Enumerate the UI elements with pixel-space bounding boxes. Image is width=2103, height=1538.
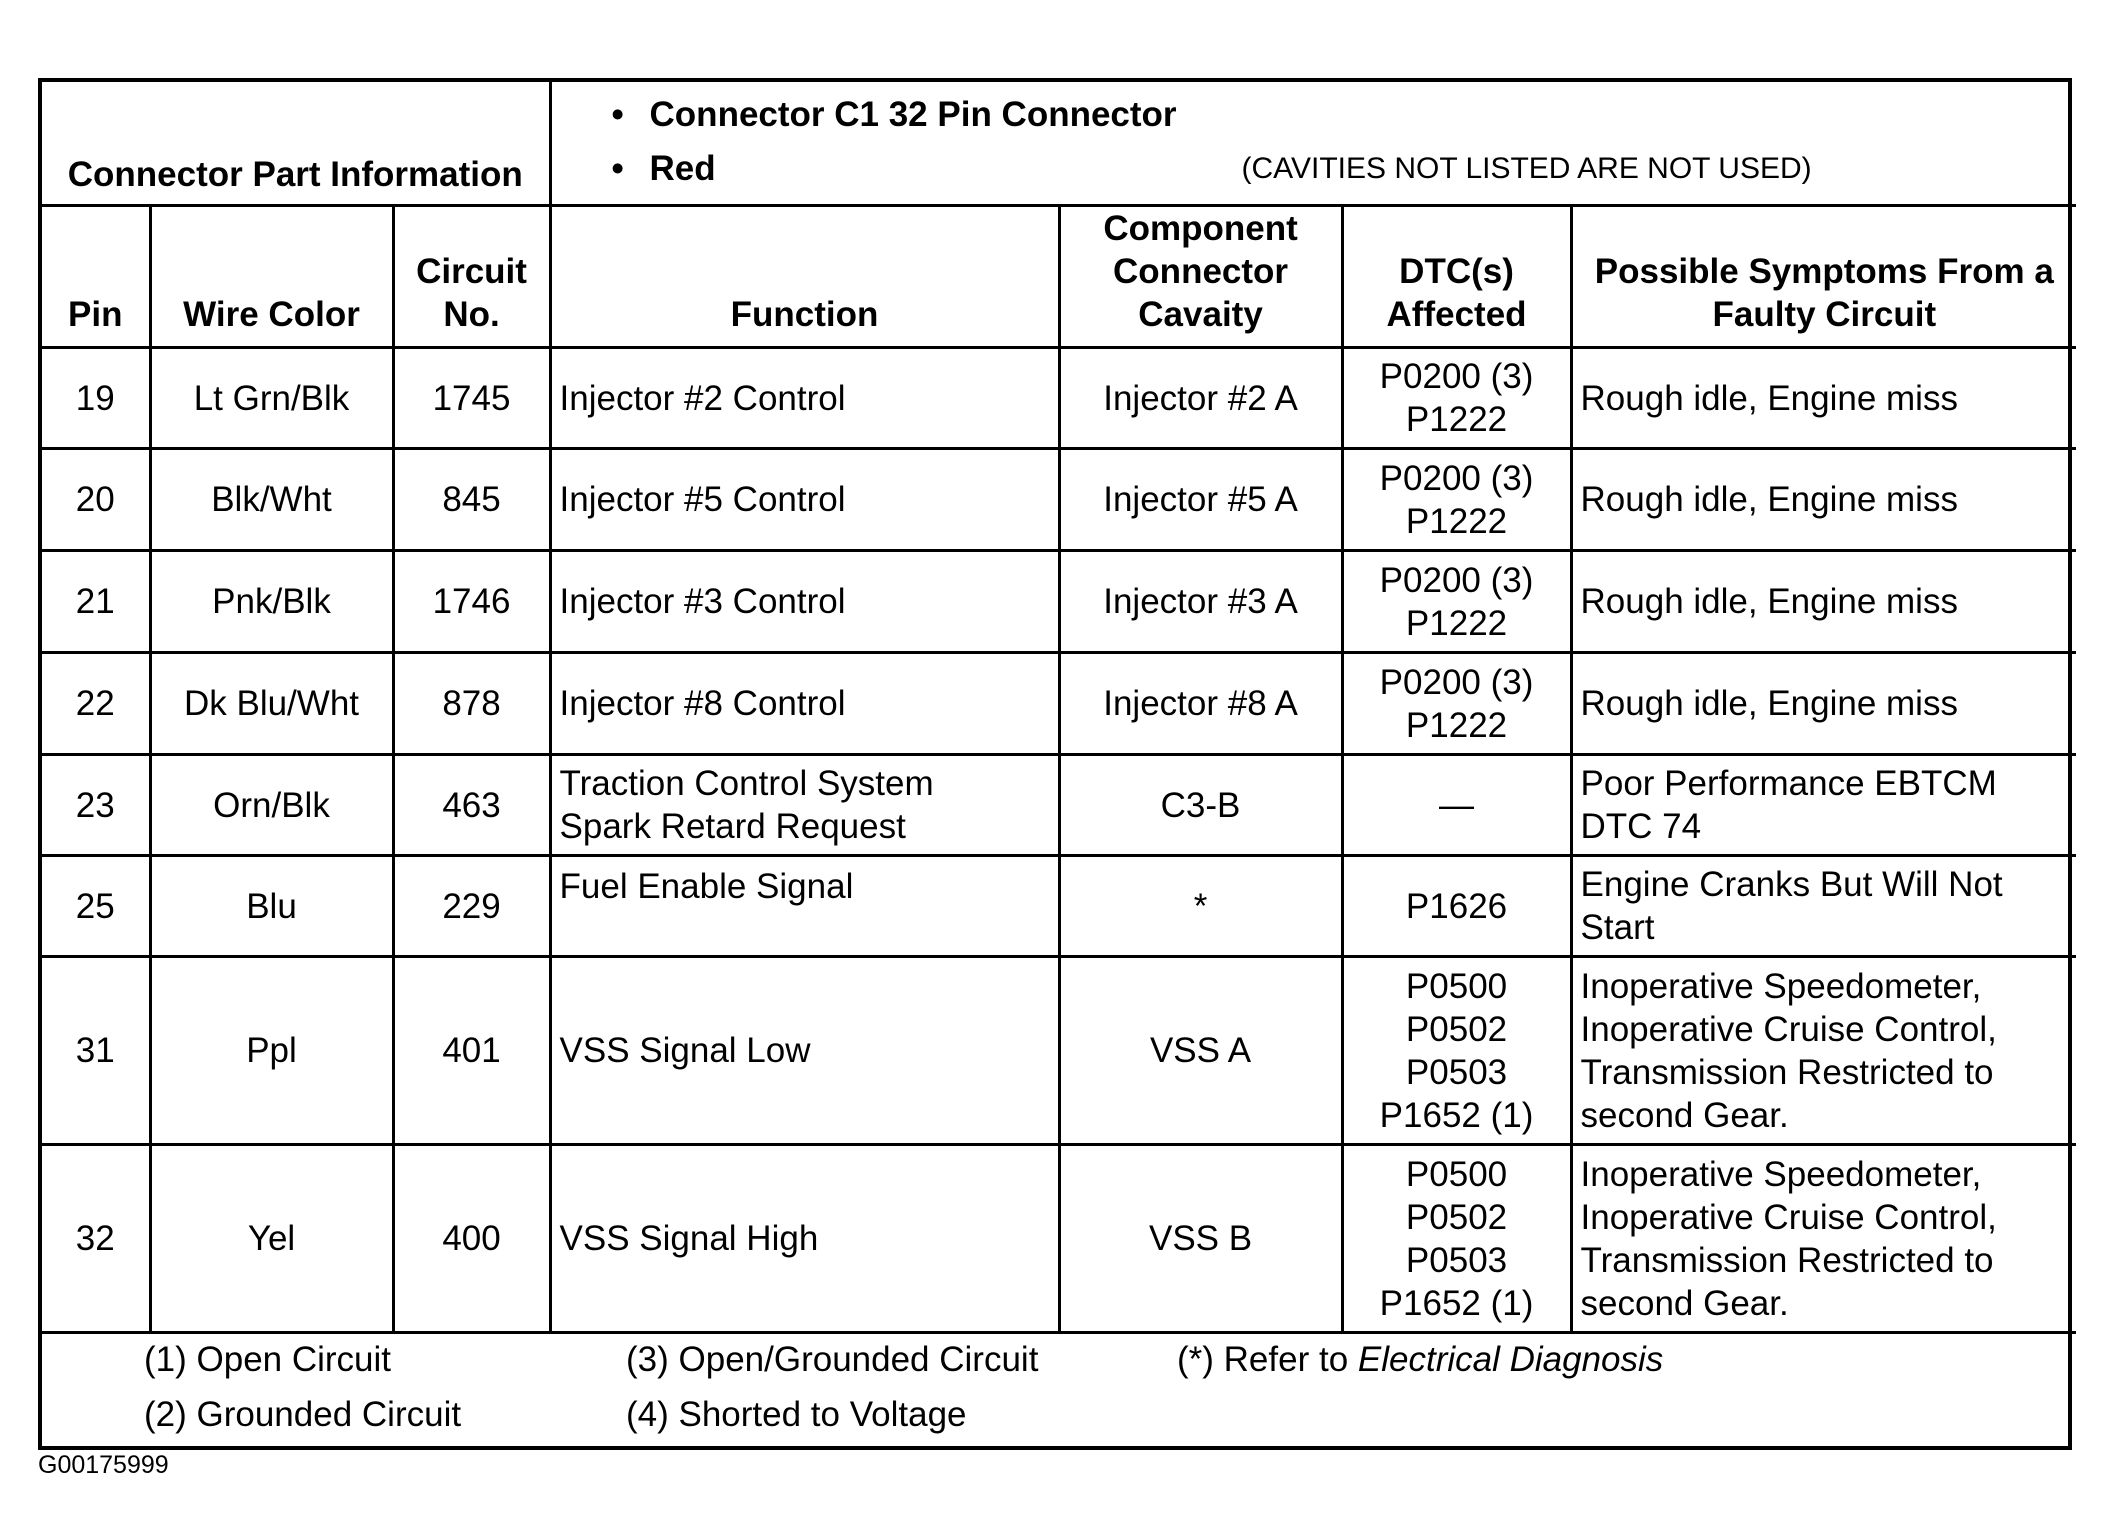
table-row xyxy=(42,957,2076,1145)
circuit-cell: 878 xyxy=(393,653,550,755)
column-header-row xyxy=(42,206,2076,348)
dtc-cell: P0200 (3) P1222 xyxy=(1342,551,1571,653)
wire-color-cell: Dk Blu/Wht xyxy=(150,653,393,755)
cavities-note: (CAVITIES NOT LISTED ARE NOT USED) xyxy=(1241,152,1812,185)
table-row xyxy=(42,551,2076,653)
symptoms-cell: Rough idle, Engine miss xyxy=(1571,653,2076,755)
wire-color-cell: Lt Grn/Blk xyxy=(150,348,393,449)
connector-table xyxy=(42,82,2076,1334)
dtc-cell: P0200 (3) P1222 xyxy=(1342,348,1571,449)
pin-cell: 22 xyxy=(42,653,150,755)
col-header-pin: Pin xyxy=(42,206,150,348)
circuit-cell: 1746 xyxy=(393,551,550,653)
pin-cell: 20 xyxy=(42,449,150,551)
footnote-grounded-circuit: (2) Grounded Circuit xyxy=(144,1395,462,1434)
symptoms-cell: Inoperative Speedometer, Inoperative Cruise Control, Transmission Restricted to second Gear. xyxy=(1571,957,2076,1145)
connector-info-row xyxy=(42,82,2076,206)
footnote-open-circuit: (1) Open Circuit xyxy=(144,1340,392,1379)
function-cell: VSS Signal Low xyxy=(550,957,1059,1145)
wire-color-cell: Blk/Wht xyxy=(150,449,393,551)
circuit-cell: 229 xyxy=(393,856,550,957)
electrical-diagnosis-ref: Electrical Diagnosis xyxy=(1357,1340,1664,1379)
cavity-cell: Injector #3 A xyxy=(1059,551,1342,653)
connector-color: Red xyxy=(649,149,716,188)
cavity-cell: VSS A xyxy=(1059,957,1342,1145)
connector-table-sheet xyxy=(38,78,2072,1450)
wire-color-cell: Yel xyxy=(150,1145,393,1333)
footnote-shorted-to-voltage: (4) Shorted to Voltage xyxy=(626,1395,967,1434)
connector-part-info-label: Connector Part Information xyxy=(42,82,550,206)
footnotes xyxy=(42,1334,2068,1454)
cavity-cell: Injector #8 A xyxy=(1059,653,1342,755)
circuit-cell: 845 xyxy=(393,449,550,551)
col-header-dtc: DTC(s) Affected xyxy=(1342,206,1571,348)
function-cell: Injector #5 Control xyxy=(550,449,1059,551)
bullet-icon: • xyxy=(611,149,624,188)
pin-cell: 25 xyxy=(42,856,150,957)
symptoms-cell: Inoperative Speedometer, Inoperative Cruise Control, Transmission Restricted to second Gear. xyxy=(1571,1145,2076,1333)
dtc-cell: P0200 (3) P1222 xyxy=(1342,653,1571,755)
table-row xyxy=(42,755,2076,856)
figure-id: G00175999 xyxy=(38,1451,169,1479)
circuit-cell: 463 xyxy=(393,755,550,856)
connector-info xyxy=(550,82,2076,206)
function-cell: Injector #3 Control xyxy=(550,551,1059,653)
dtc-cell: P1626 xyxy=(1342,856,1571,957)
col-header-circuit: Circuit No. xyxy=(393,206,550,348)
symptoms-cell: Engine Cranks But Will Not Start xyxy=(1571,856,2076,957)
table-row xyxy=(42,856,2076,957)
cavity-cell: Injector #5 A xyxy=(1059,449,1342,551)
function-cell: VSS Signal High xyxy=(550,1145,1059,1333)
bullet-icon: • xyxy=(611,95,624,134)
col-header-function: Function xyxy=(550,206,1059,348)
footnote-refer: (*) Refer to Electrical Diagnosis xyxy=(1177,1340,1664,1379)
cavity-cell: VSS B xyxy=(1059,1145,1342,1333)
connector-info-item xyxy=(612,88,2077,142)
table-row xyxy=(42,653,2076,755)
pin-cell: 23 xyxy=(42,755,150,856)
wire-color-cell: Orn/Blk xyxy=(150,755,393,856)
pin-cell: 32 xyxy=(42,1145,150,1333)
wire-color-cell: Blu xyxy=(150,856,393,957)
circuit-cell: 401 xyxy=(393,957,550,1145)
circuit-cell: 400 xyxy=(393,1145,550,1333)
circuit-cell: 1745 xyxy=(393,348,550,449)
table-row xyxy=(42,1145,2076,1333)
cavity-cell: * xyxy=(1059,856,1342,957)
dtc-cell: P0500 P0502 P0503 P1652 (1) xyxy=(1342,957,1571,1145)
pin-cell: 19 xyxy=(42,348,150,449)
footnote-open-grounded-circuit: (3) Open/Grounded Circuit xyxy=(626,1340,1039,1379)
table-row xyxy=(42,348,2076,449)
dtc-cell: P0500 P0502 P0503 P1652 (1) xyxy=(1342,1145,1571,1333)
symptoms-cell: Rough idle, Engine miss xyxy=(1571,348,2076,449)
dtc-cell: — xyxy=(1342,755,1571,856)
symptoms-cell: Rough idle, Engine miss xyxy=(1571,449,2076,551)
symptoms-cell: Rough idle, Engine miss xyxy=(1571,551,2076,653)
wire-color-cell: Pnk/Blk xyxy=(150,551,393,653)
cavity-cell: C3-B xyxy=(1059,755,1342,856)
dtc-cell: P0200 (3) P1222 xyxy=(1342,449,1571,551)
table-row xyxy=(42,449,2076,551)
function-cell: Fuel Enable Signal xyxy=(550,856,1059,957)
function-cell: Traction Control System Spark Retard Request xyxy=(550,755,1059,856)
wire-color-cell: Ppl xyxy=(150,957,393,1145)
col-header-symptoms: Possible Symptoms From a Faulty Circuit xyxy=(1571,206,2076,348)
col-header-wire-color: Wire Color xyxy=(150,206,393,348)
pin-cell: 21 xyxy=(42,551,150,653)
cavity-cell: Injector #2 A xyxy=(1059,348,1342,449)
function-cell: Injector #8 Control xyxy=(550,653,1059,755)
symptoms-cell: Poor Performance EBTCM DTC 74 xyxy=(1571,755,2076,856)
pin-cell: 31 xyxy=(42,957,150,1145)
function-cell: Injector #2 Control xyxy=(550,348,1059,449)
col-header-cavity: Component Connector Cavaity xyxy=(1059,206,1342,348)
connector-type: Connector C1 32 Pin Connector xyxy=(649,95,1177,134)
